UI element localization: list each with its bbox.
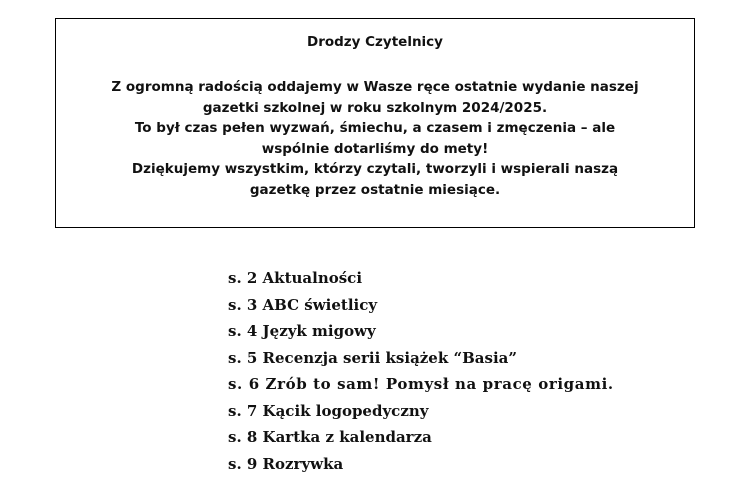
- toc-item: s. 2 Aktualności: [228, 265, 614, 292]
- letter-body: [76, 77, 674, 200]
- letter-line: Z ogromną radością oddajemy w Wasze ręce ostatnie wydanie naszej: [76, 77, 674, 98]
- letter-line: gazetki szkolnej w roku szkolnym 2024/2025.: [76, 98, 674, 119]
- letter-line: Dziękujemy wszystkim, którzy czytali, tworzyli i wspierali naszą: [76, 159, 674, 180]
- toc-item: s. 3 ABC świetlicy: [228, 292, 614, 319]
- toc-item: s. 8 Kartka z kalendarza: [228, 424, 614, 451]
- letter-greeting: Drodzy Czytelnicy: [56, 33, 694, 51]
- toc-item: s. 5 Recenzja serii książek “Basia”: [228, 345, 614, 372]
- toc-item: s. 7 Kącik logopedyczny: [228, 398, 614, 425]
- toc-item: s. 9 Rozrywka: [228, 451, 614, 477]
- letter-line: wspólnie dotarliśmy do mety!: [76, 139, 674, 160]
- toc-item: s. 4 Język migowy: [228, 318, 614, 345]
- editorial-letter-box: [55, 18, 695, 228]
- letter-line: To był czas pełen wyzwań, śmiechu, a czasem i zmęczenia – ale: [76, 118, 674, 139]
- table-of-contents: [228, 265, 614, 477]
- toc-item: s. 6 Zrób to sam! Pomysł na pracę origami.: [228, 371, 614, 398]
- letter-line: gazetkę przez ostatnie miesiące.: [76, 180, 674, 201]
